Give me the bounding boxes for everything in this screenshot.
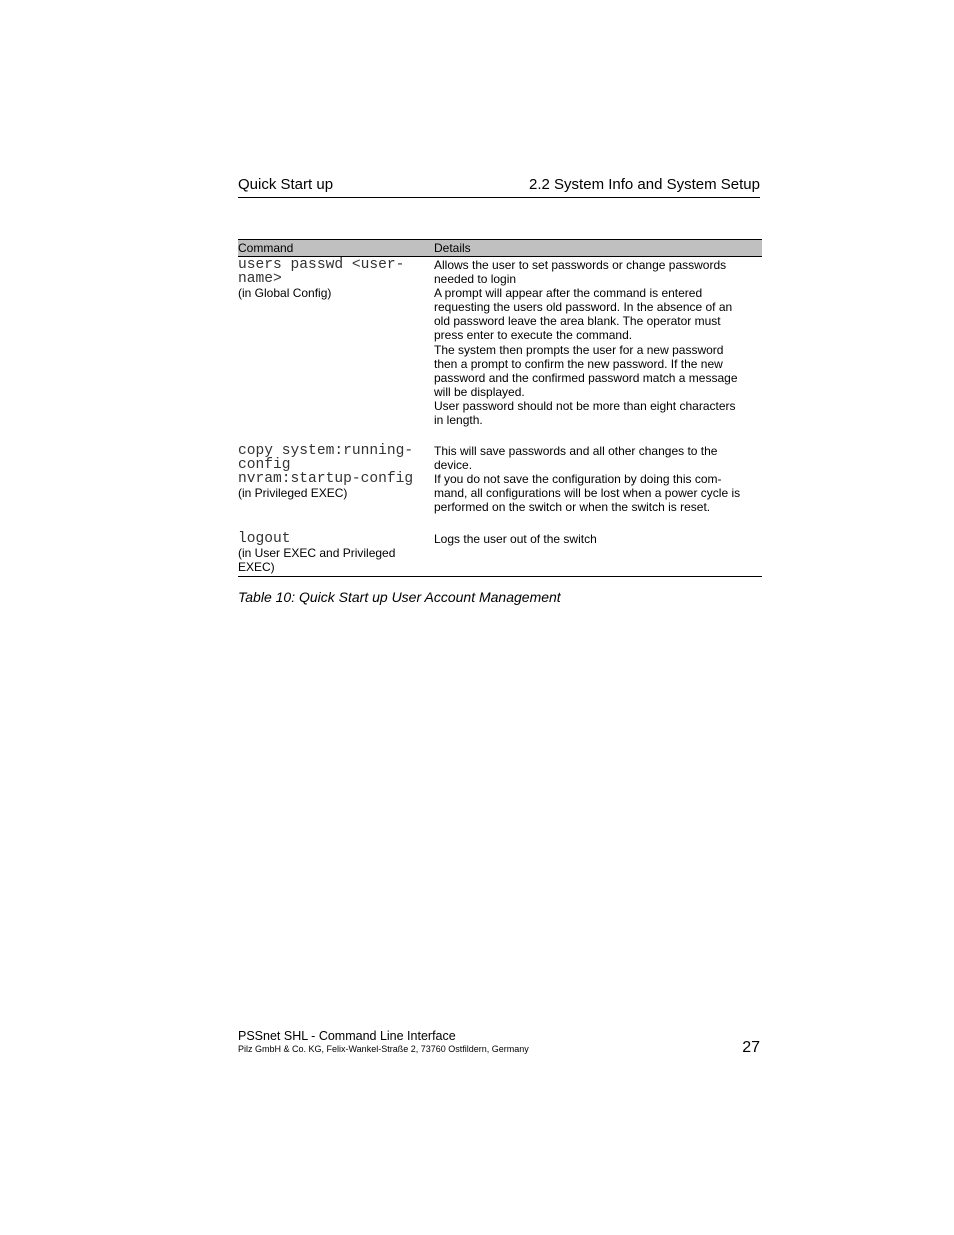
page-number: 27 (742, 1039, 760, 1056)
command-table (238, 239, 762, 577)
command-context: (in Privileged EXEC) (238, 486, 348, 501)
command-text: config (238, 457, 291, 474)
details-text: requesting the users old password. In the absence of an (434, 300, 733, 315)
table-row (238, 444, 762, 532)
details-text: in length. (434, 413, 483, 428)
details-text: A prompt will appear after the command is entered (434, 286, 703, 301)
running-header (238, 175, 760, 198)
details-text: Allows the user to set passwords or change passwords (434, 258, 727, 272)
table-row (238, 258, 762, 444)
details-cell (434, 258, 760, 427)
column-header-command: Command (238, 241, 294, 255)
details-cell (434, 532, 760, 546)
command-text: nvram:startup-config (238, 471, 414, 488)
table-row (238, 532, 762, 576)
table-bottom-rule (238, 576, 762, 577)
table-header (238, 239, 762, 257)
details-text: then a prompt to confirm the new password. If the new (434, 356, 723, 371)
command-context: (in User EXEC and Privileged (238, 546, 396, 561)
details-text: mand, all configurations will be lost when a power cycle is (434, 486, 741, 501)
command-cell (238, 258, 430, 300)
details-cell (434, 444, 760, 514)
command-cell (238, 532, 430, 574)
command-text: users passwd <user- (238, 257, 405, 273)
command-cell (238, 444, 430, 500)
command-text: name> (238, 271, 282, 288)
header-section: 2.2 System Info and System Setup (529, 176, 760, 193)
details-text: press enter to execute the command. (434, 328, 633, 343)
details-text: This will save passwords and all other changes to the (434, 444, 718, 458)
details-text: old password leave the area blank. The operator must (434, 314, 721, 329)
details-text: performed on the switch or when the switch is reset. (434, 500, 711, 515)
footer-address: Pilz GmbH & Co. KG, Felix-Wankel-Straße 2, 73760 Ostfildern, Germany (238, 1044, 529, 1054)
footer-document-title: PSSnet SHL - Command Line Interface (238, 1029, 456, 1043)
command-context: EXEC) (238, 560, 275, 575)
details-text: will be displayed. (434, 384, 525, 399)
details-text: User password should not be more than eight characters (434, 398, 736, 413)
details-text: If you do not save the configuration by doing this com- (434, 472, 722, 487)
command-context: (in Global Config) (238, 286, 332, 301)
details-text: The system then prompts the user for a new password (434, 342, 724, 357)
header-chapter: Quick Start up (238, 176, 334, 193)
command-text: copy system:running- (238, 443, 414, 459)
details-text: Logs the user out of the switch (434, 532, 597, 546)
command-text: logout (238, 531, 291, 547)
details-text: password and the confirmed password match a message (434, 370, 738, 385)
details-text: device. (434, 458, 473, 473)
column-header-details: Details (434, 241, 471, 255)
details-text: needed to login (434, 272, 517, 287)
table-caption: Table 10: Quick Start up User Account Management (238, 589, 561, 605)
